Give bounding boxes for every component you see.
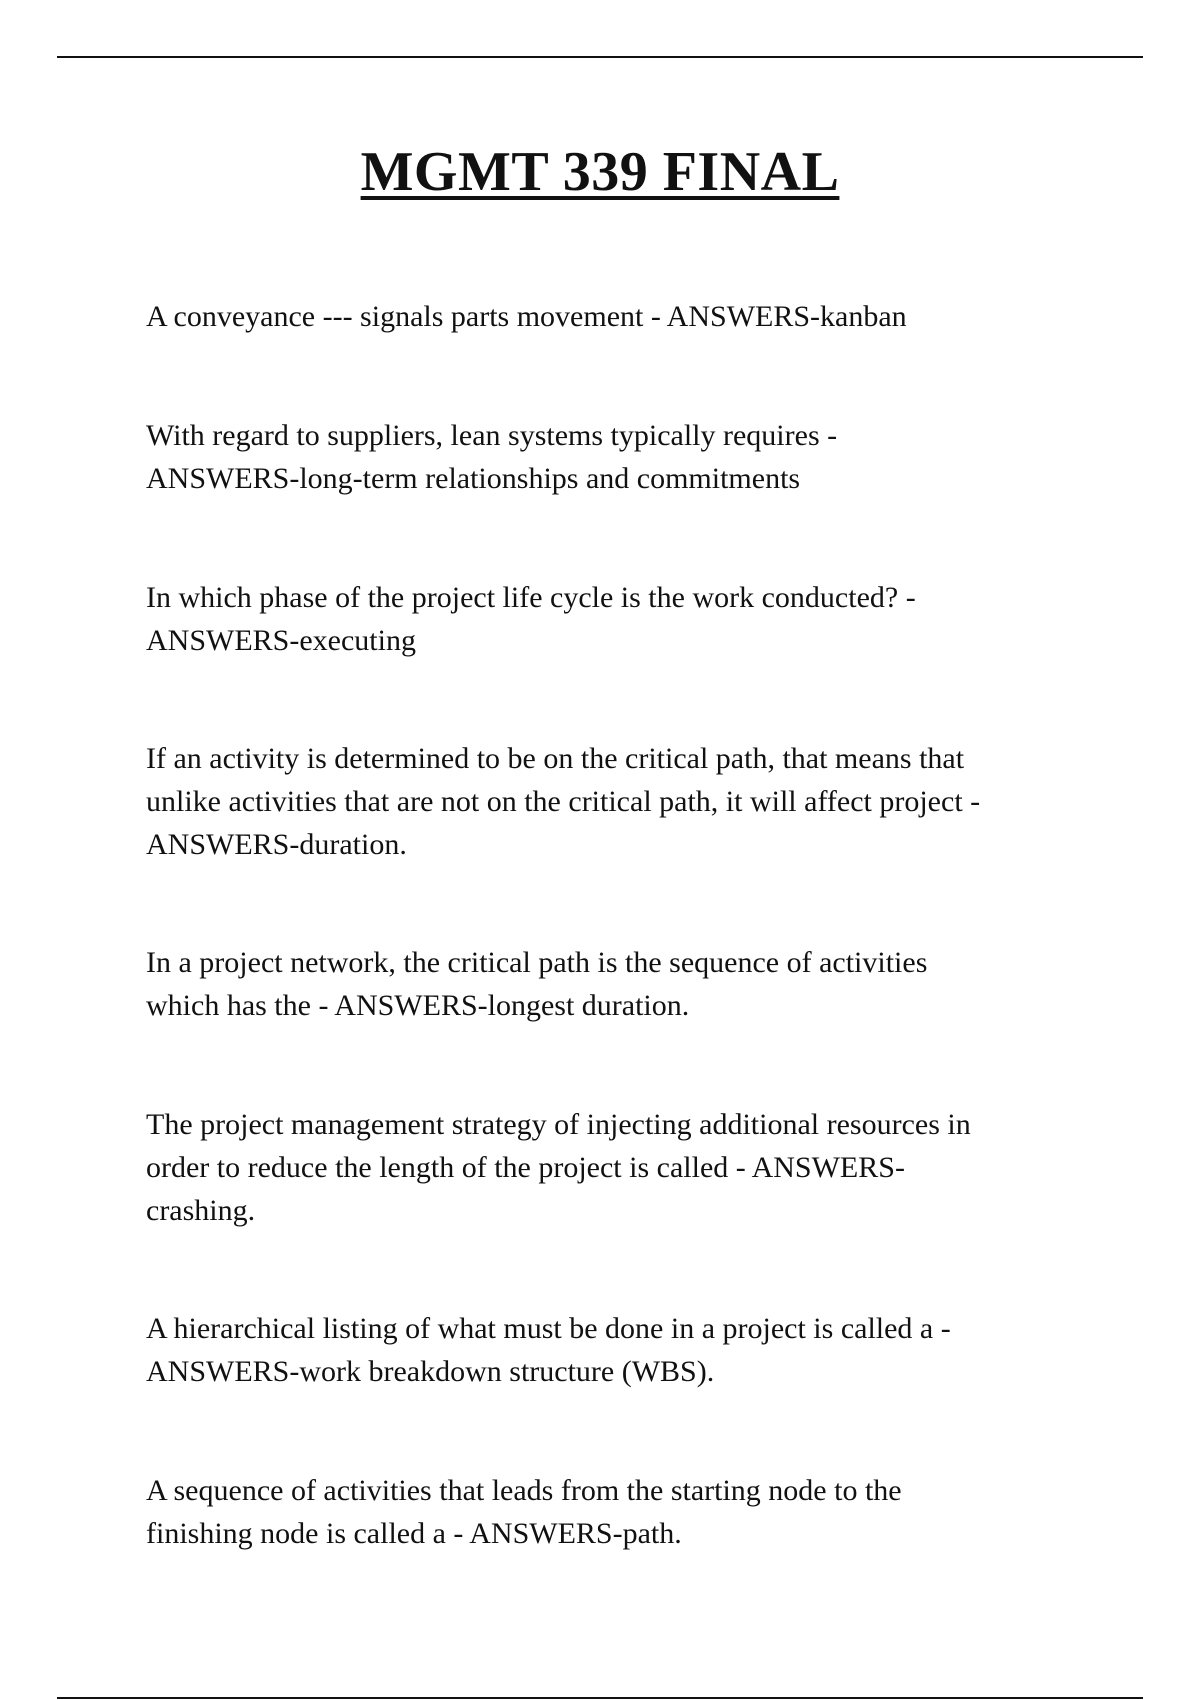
qa-item-2: With regard to suppliers, lean systems typically requires - ANSWERS-long-term relationships and commitments (146, 419, 838, 495)
qa-item-6: The project management strategy of injecting additional resources in order to reduce the length of the project is called - ANSWERS- crashing. (146, 1108, 971, 1227)
qa-item-5: In a project network, the critical path is the sequence of activities which has the - ANSWERS-longest duration. (146, 946, 928, 1022)
qa-item-7: A hierarchical listing of what must be done in a project is called a - ANSWERS-work breakdown structure (WBS). (146, 1312, 951, 1388)
bottom-divider (57, 1697, 1143, 1699)
qa-item-3: In which phase of the project life cycle is the work conducted? - ANSWERS-executing (146, 581, 916, 657)
qa-item-4: If an activity is determined to be on the critical path, that means that unlike activities that are not on the critical path, it will affect project - ANSWERS-duration. (146, 742, 981, 861)
top-divider (57, 56, 1143, 58)
document-title: MGMT 339 FINAL (360, 141, 840, 203)
qa-item-1: A conveyance --- signals parts movement - ANSWERS-kanban (146, 300, 907, 333)
qa-item-8: A sequence of activities that leads from the starting node to the finishing node is called a - ANSWERS-path. (146, 1474, 902, 1550)
